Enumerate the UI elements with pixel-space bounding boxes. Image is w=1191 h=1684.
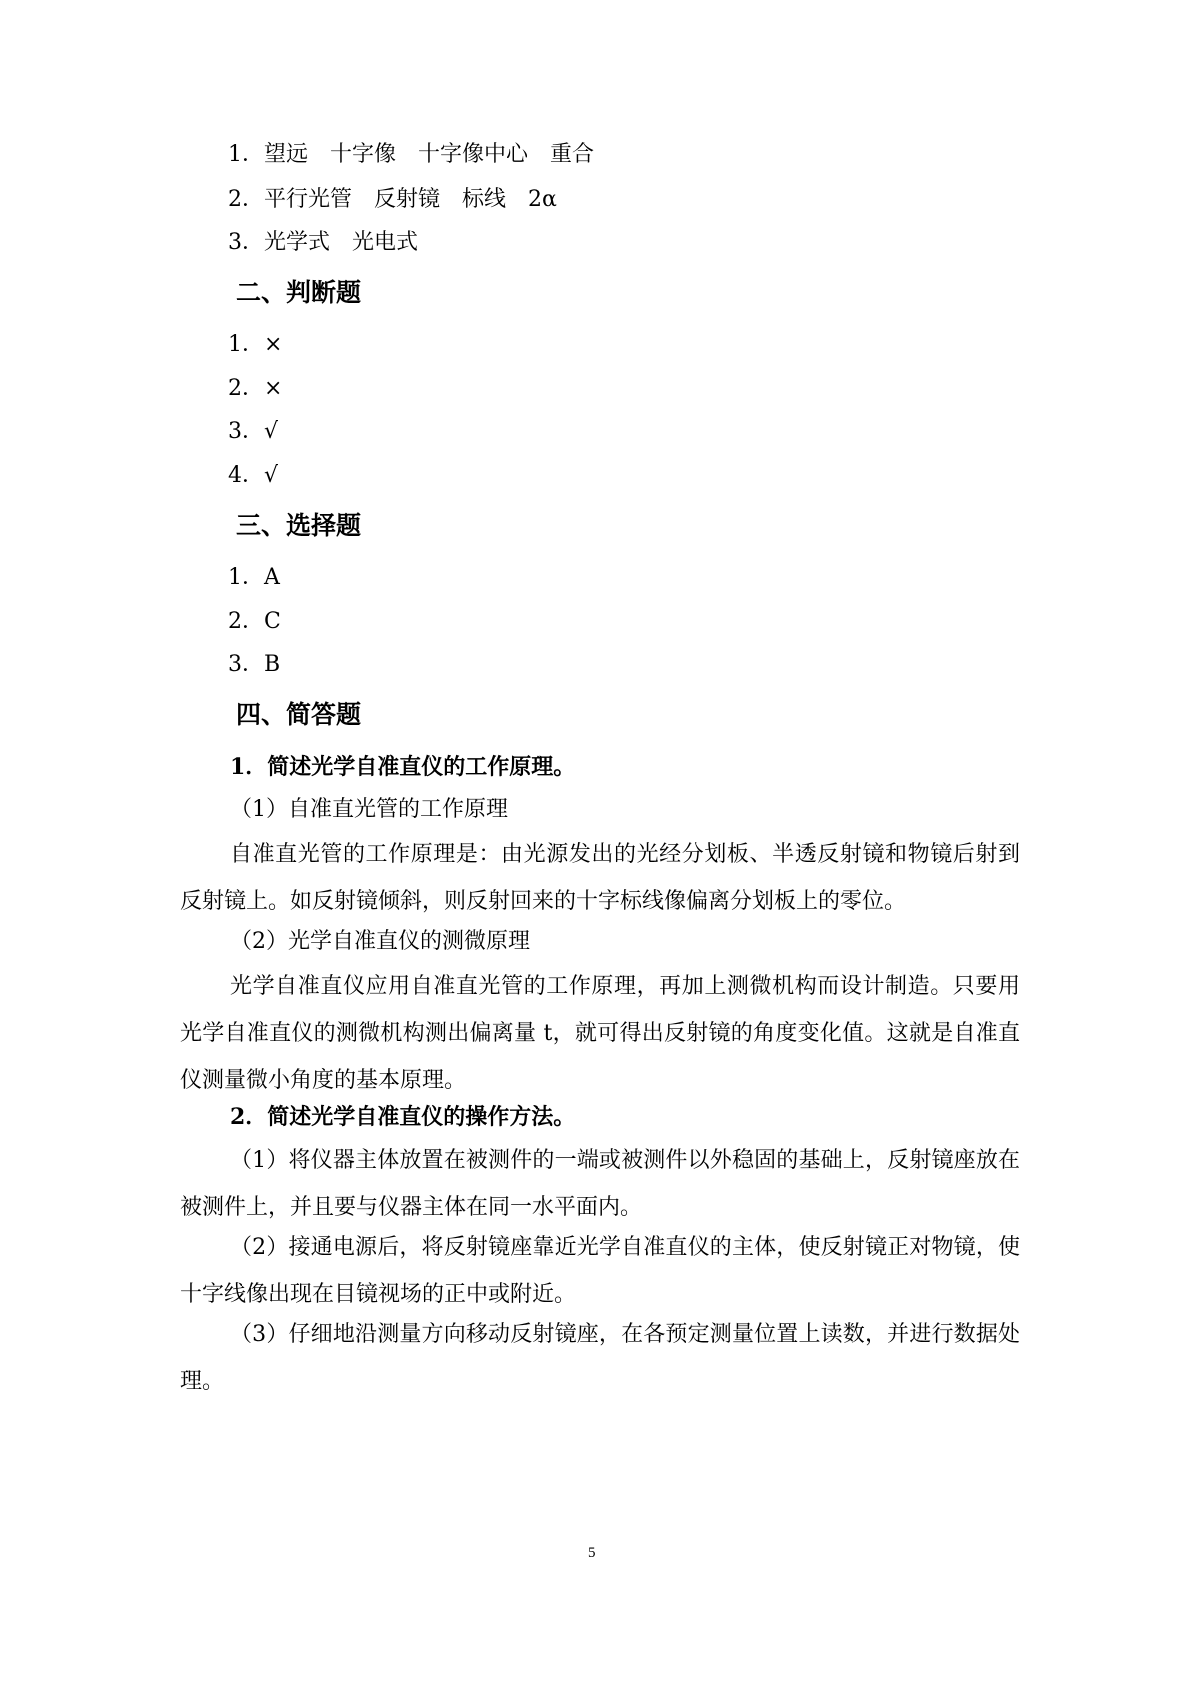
section-heading-true-false: 二、判断题 (236, 278, 362, 307)
choice-answer-2: 2．C (228, 609, 281, 634)
question-1-title: 1．简述光学自准直仪的工作原理。 (230, 754, 576, 780)
question-2-title: 2．简述光学自准直仪的操作方法。 (230, 1104, 576, 1130)
page-number: 5 (588, 1545, 596, 1561)
question-1-paragraph-1: 自准直光管的工作原理是：由光源发出的光经分划板、半透反射镜和物镜后射到反射镜上。如反射镜倾斜，则反射回来的十字标线像偏离分划板上的零位。 (180, 842, 1020, 914)
true-false-answer-3: 3．√ (228, 419, 279, 444)
fill-in-answer-3: 3．光学式 光电式 (228, 230, 418, 255)
choice-answer-1: 1．A (228, 565, 280, 590)
question-1-subtitle-1: （1）自准直光管的工作原理 (230, 797, 508, 822)
question-2-step-2: （2）接通电源后，将反射镜座靠近光学自准直仪的主体，使反射镜正对物镜，使十字线像出现在目镜视场的正中或附近。 (180, 1235, 1020, 1307)
section-heading-short-answer: 四、简答题 (236, 700, 362, 729)
true-false-answer-2: 2．× (228, 376, 283, 401)
section-heading-multiple-choice: 三、选择题 (236, 511, 362, 540)
question-2-step-1: （1）将仪器主体放置在被测件的一端或被测件以外稳固的基础上，反射镜座放在被测件上，并且要与仪器主体在同一水平面内。 (180, 1148, 1020, 1220)
choice-answer-3: 3．B (228, 652, 281, 677)
fill-in-answer-1: 1．望远 十字像 十字像中心 重合 (228, 142, 594, 167)
question-2-step-3: （3）仔细地沿测量方向移动反射镜座，在各预定测量位置上读数，并进行数据处理。 (180, 1322, 1020, 1394)
question-1-paragraph-2: 光学自准直仪应用自准直光管的工作原理，再加上测微机构而设计制造。只要用光学自准直仪的测微机构测出偏离量 t，就可得出反射镜的角度变化值。这就是自准直仪测量微小角度的基本原理。 (180, 974, 1020, 1093)
true-false-answer-1: 1．× (228, 332, 283, 357)
fill-in-answer-2: 2．平行光管 反射镜 标线 2α (228, 187, 557, 212)
true-false-answer-4: 4．√ (228, 463, 279, 488)
question-1-subtitle-2: （2）光学自准直仪的测微原理 (230, 929, 530, 954)
